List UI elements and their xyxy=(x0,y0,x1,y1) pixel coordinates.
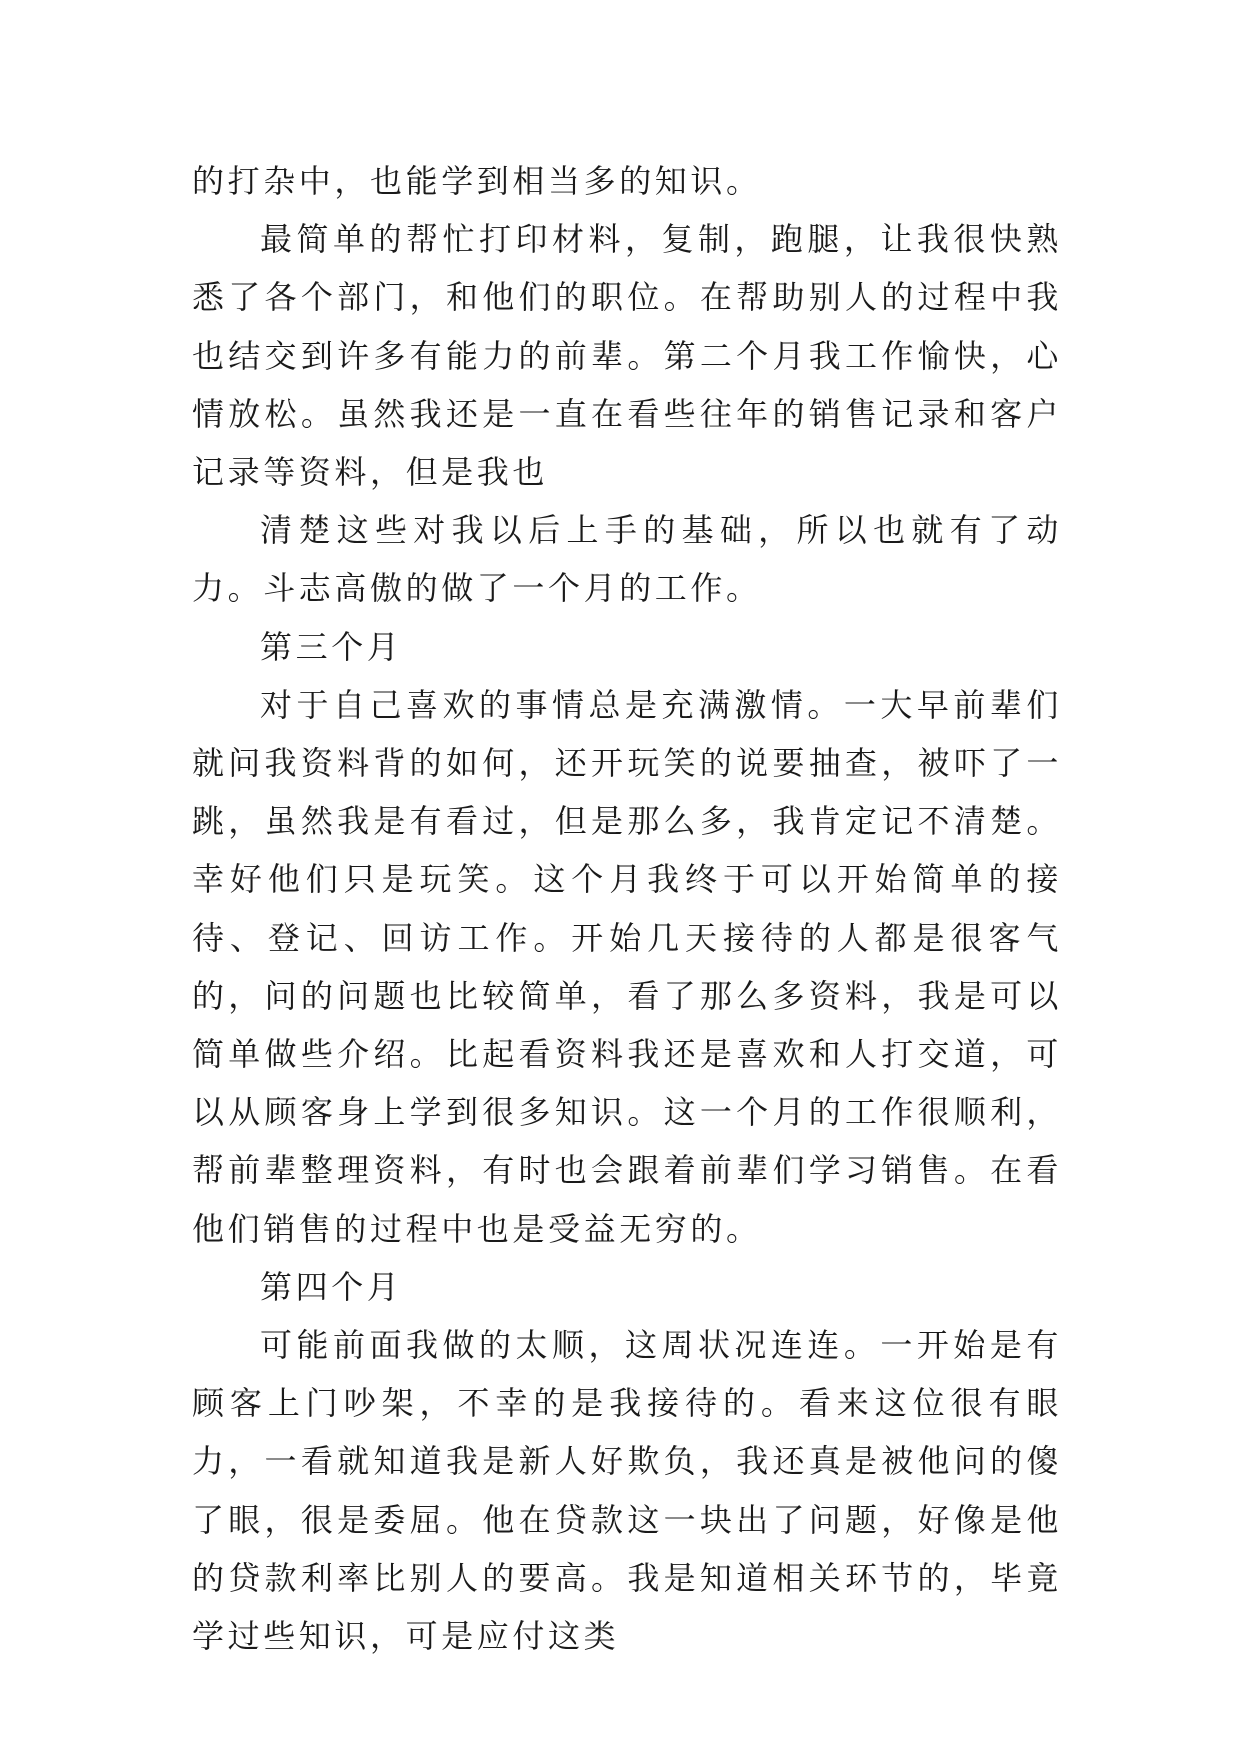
section-heading-month-3: 第三个月 xyxy=(260,627,403,666)
paragraph-1: 的打杂中，也能学到相当多的知识。 xyxy=(192,162,762,200)
paragraph-2: 最简单的帮忙打印材料，复制，跑腿，让我很快熟悉了各个部门，和他们的职位。在帮助别人的过程中我也结交到许多有能力的前辈。第二个月我工作愉快，心情放松。虽然我还是一直在看些往年的销售记录和客户记录等资料，但是我也 xyxy=(192,220,1062,492)
paragraph-5: 可能前面我做的太顺，这周状况连连。一开始是有顾客上门吵架，不幸的是我接待的。看来这位很有眼力，一看就知道我是新人好欺负，我还真是被他问的傻了眼，很是委屈。他在贷款这一块出了问题，好像是他的贷款利率比别人的要高。我是知道相关环节的，毕竟学过些知识，可是应付这类 xyxy=(192,1326,1062,1656)
paragraph-4: 对于自己喜欢的事情总是充满激情。一大早前辈们就问我资料背的如何，还开玩笑的说要抽查，被吓了一跳，虽然我是有看过，但是那么多，我肯定记不清楚。幸好他们只是玩笑。这个月我终于可以开始简单的接待、登记、回访工作。开始几天接待的人都是很客气的，问的问题也比较简单，看了那么多资料，我是可以简单做些介绍。比起看资料我还是喜欢和人打交道，可以从顾客身上学到很多知识。这一个月的工作很顺利，帮前辈整理资料，有时也会跟着前辈们学习销售。在看他们销售的过程中也是受益无穷的。 xyxy=(192,685,1062,1248)
section-heading-month-4: 第四个月 xyxy=(260,1267,403,1306)
document-body xyxy=(192,152,1062,1665)
paragraph-3: 清楚这些对我以后上手的基础，所以也就有了动力。斗志高傲的做了一个月的工作。 xyxy=(192,511,1062,608)
